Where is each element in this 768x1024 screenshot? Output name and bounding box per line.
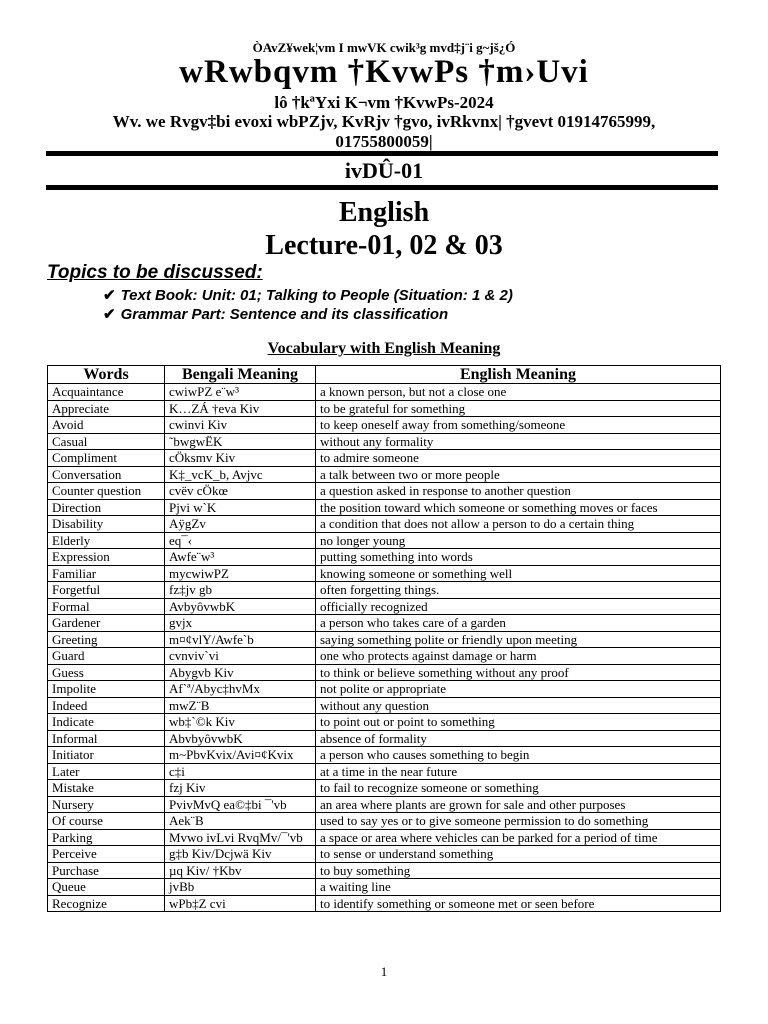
cell-word: Queue [48,879,165,896]
cell-word: Appreciate [48,400,165,417]
cell-english-meaning: officially recognized [316,598,721,615]
table-header-row [48,366,721,384]
cell-english-meaning: a condition that does not allow a person to do a certain thing [316,516,721,533]
cell-word: Mistake [48,780,165,797]
table-row [48,417,721,434]
cell-word: Purchase [48,862,165,879]
cell-english-meaning: to keep oneself away from something/someone [316,417,721,434]
cell-word: Initiator [48,747,165,764]
cell-bengali-meaning: jvBb [165,879,316,896]
topic-item-text: Grammar Part: Sentence and its classification [120,306,449,323]
table-row [48,582,721,599]
table-row [48,433,721,450]
cell-english-meaning: to think or believe something without any proof [316,664,721,681]
header-rule-bottom [46,185,718,190]
table-row [48,796,721,813]
cell-word: Familiar [48,565,165,582]
cell-english-meaning: to point out or point to something [316,714,721,731]
header-words: Words [48,366,165,384]
cell-word: Of course [48,813,165,830]
table-row [48,829,721,846]
table-row [48,565,721,582]
cell-bengali-meaning: AÿgZv [165,516,316,533]
cell-english-meaning: without any question [316,697,721,714]
table-row [48,466,721,483]
table-row [48,747,721,764]
table-row [48,714,721,731]
cell-bengali-meaning: cwinvi Kiv [165,417,316,434]
cell-bengali-meaning: cÖksmv Kiv [165,450,316,467]
cell-word: Forgetful [48,582,165,599]
cell-word: Nursery [48,796,165,813]
cell-word: Parking [48,829,165,846]
cell-word: Acquaintance [48,384,165,401]
cell-word: Avoid [48,417,165,434]
cell-english-meaning: absence of formality [316,730,721,747]
topic-item [103,305,448,323]
header-bengali-meaning: Bengali Meaning [165,366,316,384]
table-row [48,780,721,797]
topics-heading: Topics to be discussed: [47,262,263,283]
cell-bengali-meaning: K…ZÁ †eva Kiv [165,400,316,417]
vocabulary-table [47,365,721,912]
cell-word: Compliment [48,450,165,467]
table-row [48,400,721,417]
cell-english-meaning: one who protects against damage or harm [316,648,721,665]
table-row [48,879,721,896]
table-title: Vocabulary with English Meaning [267,340,501,357]
cell-bengali-meaning: Mvwo ivLvi RvqMv/¯'vb [165,829,316,846]
table-row [48,384,721,401]
table-row [48,730,721,747]
cell-english-meaning: a person who causes something to begin [316,747,721,764]
cell-bengali-meaning: ˜bwgwËK [165,433,316,450]
cell-word: Perceive [48,846,165,863]
cell-word: Informal [48,730,165,747]
address-contact: Wv. we Rvgv‡bi evoxi wbPZjv, KvRjv †gvo, ivRkvnx| †gvevt 01914765999, 01755800059| [112,112,656,151]
checkmark-icon: ✔ [103,287,116,304]
header-english-meaning: English Meaning [316,366,721,384]
cell-english-meaning: to be grateful for something [316,400,721,417]
cell-bengali-meaning: mwZ¨B [165,697,316,714]
cell-bengali-meaning: c‡i [165,763,316,780]
cell-word: Formal [48,598,165,615]
cell-word: Gardener [48,615,165,632]
cell-english-meaning: to fail to recognize someone or something [316,780,721,797]
cell-word: Guard [48,648,165,665]
cell-english-meaning: the position toward which someone or something moves or faces [316,499,721,516]
table-row [48,813,721,830]
cell-english-meaning: a known person, but not a close one [316,384,721,401]
cell-word: Indeed [48,697,165,714]
cell-bengali-meaning: Awfe¨w³ [165,549,316,566]
cell-word: Elderly [48,532,165,549]
cell-word: Casual [48,433,165,450]
cell-bengali-meaning: wPb‡Z cvi [165,895,316,912]
section-label: ivDÛ-01 [344,158,424,183]
table-row [48,483,721,500]
cell-bengali-meaning: wb‡`©k Kiv [165,714,316,731]
tagline: ÒAvZ¥wek¦vm I mwVK cwik³g mvd‡j¨i g~jš¿Ó [252,40,516,55]
cell-english-meaning: a question asked in response to another question [316,483,721,500]
cell-word: Counter question [48,483,165,500]
checkmark-icon: ✔ [103,306,116,323]
cell-english-meaning: to identify something or someone met or seen before [316,895,721,912]
cell-english-meaning: to buy something [316,862,721,879]
cell-english-meaning: to admire someone [316,450,721,467]
cell-word: Recognize [48,895,165,912]
cell-bengali-meaning: Af`ª/Abyc‡hvMx [165,681,316,698]
cell-bengali-meaning: m~PbvKvix/Avi¤¢Kvix [165,747,316,764]
subject-heading: English [338,197,430,228]
table-row [48,763,721,780]
cell-bengali-meaning: cvnviv`vi [165,648,316,665]
cell-english-meaning: to sense or understand something [316,846,721,863]
cell-english-meaning: putting something into words [316,549,721,566]
cell-bengali-meaning: AbvbyôvwbK [165,730,316,747]
table-row [48,648,721,665]
cell-english-meaning: without any formality [316,433,721,450]
cell-bengali-meaning: cvëv cÖkœ [165,483,316,500]
cell-english-meaning: an area where plants are grown for sale and other purposes [316,796,721,813]
table-row [48,516,721,533]
table-row [48,615,721,632]
cell-english-meaning: not polite or appropriate [316,681,721,698]
cell-bengali-meaning: AvbyôvwbK [165,598,316,615]
cell-english-meaning: a person who takes care of a garden [316,615,721,632]
header-rule-top [46,151,718,156]
cell-bengali-meaning: PvivMvQ ea©‡bi ¯'vb [165,796,316,813]
cell-bengali-meaning: fzj Kiv [165,780,316,797]
lecture-heading: Lecture-01, 02 & 03 [265,230,503,261]
table-row [48,499,721,516]
cell-bengali-meaning: mycwiwPZ [165,565,316,582]
cell-word: Impolite [48,681,165,698]
cell-english-meaning: often forgetting things. [316,582,721,599]
table-row [48,664,721,681]
page-number: 1 [380,964,388,979]
institution-title: wRwbqvm †KvwPs †m›Uvi [179,54,589,90]
topic-item [103,286,513,304]
table-row [48,631,721,648]
table-row [48,681,721,698]
cell-word: Conversation [48,466,165,483]
cell-english-meaning: saying something polite or friendly upon meeting [316,631,721,648]
cell-bengali-meaning: Aek¨B [165,813,316,830]
cell-word: Greeting [48,631,165,648]
table-body [48,384,721,912]
cell-english-meaning: a talk between two or more people [316,466,721,483]
cell-bengali-meaning: µq Kiv/ †Kbv [165,862,316,879]
class-subtitle: lô †kªYxi K¬vm †KvwPs-2024 [274,93,494,112]
table-row [48,895,721,912]
cell-bengali-meaning: fz‡jv gb [165,582,316,599]
cell-english-meaning: used to say yes or to give someone permission to do something [316,813,721,830]
topic-item-text: Text Book: Unit: 01; Talking to People (Situation: 1 & 2) [120,287,513,304]
cell-english-meaning: knowing someone or something well [316,565,721,582]
cell-word: Indicate [48,714,165,731]
cell-word: Guess [48,664,165,681]
cell-bengali-meaning: gvjx [165,615,316,632]
table-row [48,598,721,615]
cell-bengali-meaning: cwiwPZ e¨w³ [165,384,316,401]
cell-bengali-meaning: eq¯‹ [165,532,316,549]
cell-word: Later [48,763,165,780]
cell-bengali-meaning: g‡b Kiv/Dcjwä Kiv [165,846,316,863]
cell-bengali-meaning: K‡_vcK_b, Avjvc [165,466,316,483]
table-row [48,450,721,467]
cell-english-meaning: no longer young [316,532,721,549]
table-row [48,549,721,566]
cell-bengali-meaning: Pjvi w`K [165,499,316,516]
table-row [48,862,721,879]
table-row [48,846,721,863]
cell-word: Direction [48,499,165,516]
cell-word: Disability [48,516,165,533]
cell-english-meaning: at a time in the near future [316,763,721,780]
cell-bengali-meaning: m¤¢vlY/Awfe`b [165,631,316,648]
cell-english-meaning: a space or area where vehicles can be parked for a period of time [316,829,721,846]
cell-bengali-meaning: Abygvb Kiv [165,664,316,681]
cell-word: Expression [48,549,165,566]
table-row [48,532,721,549]
table-row [48,697,721,714]
cell-english-meaning: a waiting line [316,879,721,896]
